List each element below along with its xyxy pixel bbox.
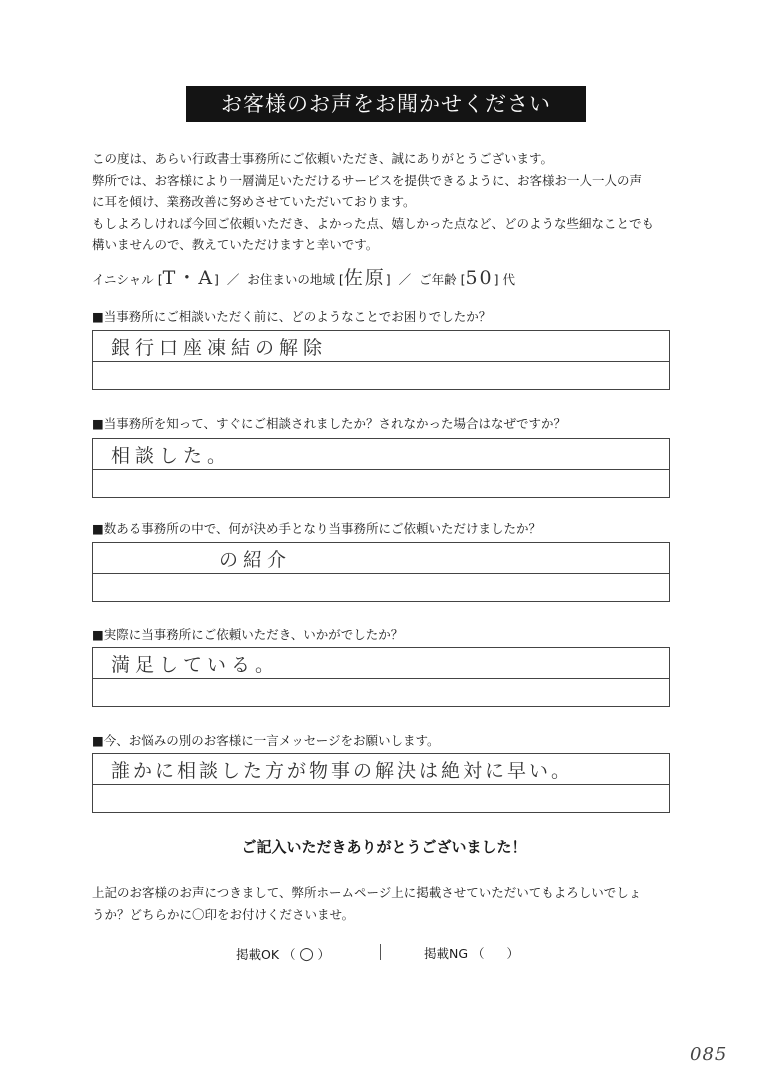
answer-row <box>93 469 669 499</box>
answer-box <box>92 647 670 707</box>
intro-line: 構いませんので、教えていただけますと幸いです。 <box>92 237 379 252</box>
initial-label: イニシャル <box>92 272 154 287</box>
answer-box <box>92 753 670 813</box>
question-label: ■数ある事務所の中で、何が決め手となり当事務所にご依頼いただけましたか？ <box>92 521 542 536</box>
question-label: ■当事務所を知って、すぐにご相談されましたか？されなかった場合はなぜですか？ <box>92 416 567 431</box>
handwritten-answer: 相談した。 <box>111 445 232 467</box>
intro-line: に耳を傾け、業務改善に努めさせていただいております。 <box>92 194 416 209</box>
intro-text <box>92 148 692 256</box>
respondent-info: イニシャル [T・A] ／ お住まいの地域 [佐原] ／ ご年齢 [50] 代 <box>92 267 516 289</box>
consent-ok: 掲載OK （ ○ ） <box>236 944 331 964</box>
question-label: ■当事務所にご相談いただく前に、どのようなことでお困りでしたか？ <box>92 309 492 324</box>
answer-row <box>93 784 669 814</box>
area-label: お住まいの地域 <box>247 272 335 287</box>
page-number: 085 <box>690 1044 728 1065</box>
consent-ok-label: 掲載OK <box>236 947 280 962</box>
intro-line: もしよろしければ今回ご依頼いただき、よかった点、嬉しかった点など、どのような些細なことでも <box>92 215 655 231</box>
closing-line: うか？どちらかに〇印をお付けくださいませ。 <box>92 907 355 922</box>
handwritten-answer: 満足している。 <box>111 654 280 676</box>
question-label: ■今、お悩みの別のお客様に一言メッセージをお願いします。 <box>92 733 440 748</box>
page-title: お客様のお声をお聞かせください <box>186 86 586 122</box>
handwritten-answer: の紹介 <box>219 549 292 571</box>
answer-box <box>92 542 670 602</box>
handwritten-answer: 銀行口座凍結の解除 <box>111 337 328 359</box>
area-value: 佐原 <box>343 267 386 289</box>
intro-line: この度は、あらい行政書士事務所にご依頼いただき、誠にありがとうございます。 <box>92 151 554 166</box>
answer-box <box>92 330 670 390</box>
age-value: 50 <box>465 267 494 289</box>
answer-box <box>92 438 670 498</box>
handwritten-answer: 誰かに相談した方が物事の解決は絶対に早い。 <box>111 760 574 782</box>
divider <box>380 944 381 960</box>
answer-row <box>93 678 669 708</box>
age-suffix: 代 <box>502 272 516 287</box>
initial-value: T・A <box>162 267 215 289</box>
answer-row <box>93 361 669 391</box>
consent-ok-mark: ○ <box>299 944 314 964</box>
intro-line: 弊所では、お客様により一層満足いただけるサービスを提供できるように、お客様お一人一人の声 <box>92 172 643 188</box>
closing-text <box>92 882 692 926</box>
closing-line: 上記のお客様のお声につきまして、弊所ホームページ上に掲載させていただいてもよろしいでしょ <box>92 885 642 900</box>
thank-you-message: ご記入いただきありがとうございました！ <box>241 838 527 856</box>
answer-row <box>93 543 669 573</box>
age-label: ご年齢 <box>419 272 457 287</box>
question-label: ■実際に当事務所にご依頼いただき、いかがでしたか？ <box>92 627 404 642</box>
consent-ng-label: 掲載NG <box>424 946 469 961</box>
answer-row <box>93 573 669 603</box>
consent-ng: 掲載NG （ ） <box>424 946 520 961</box>
